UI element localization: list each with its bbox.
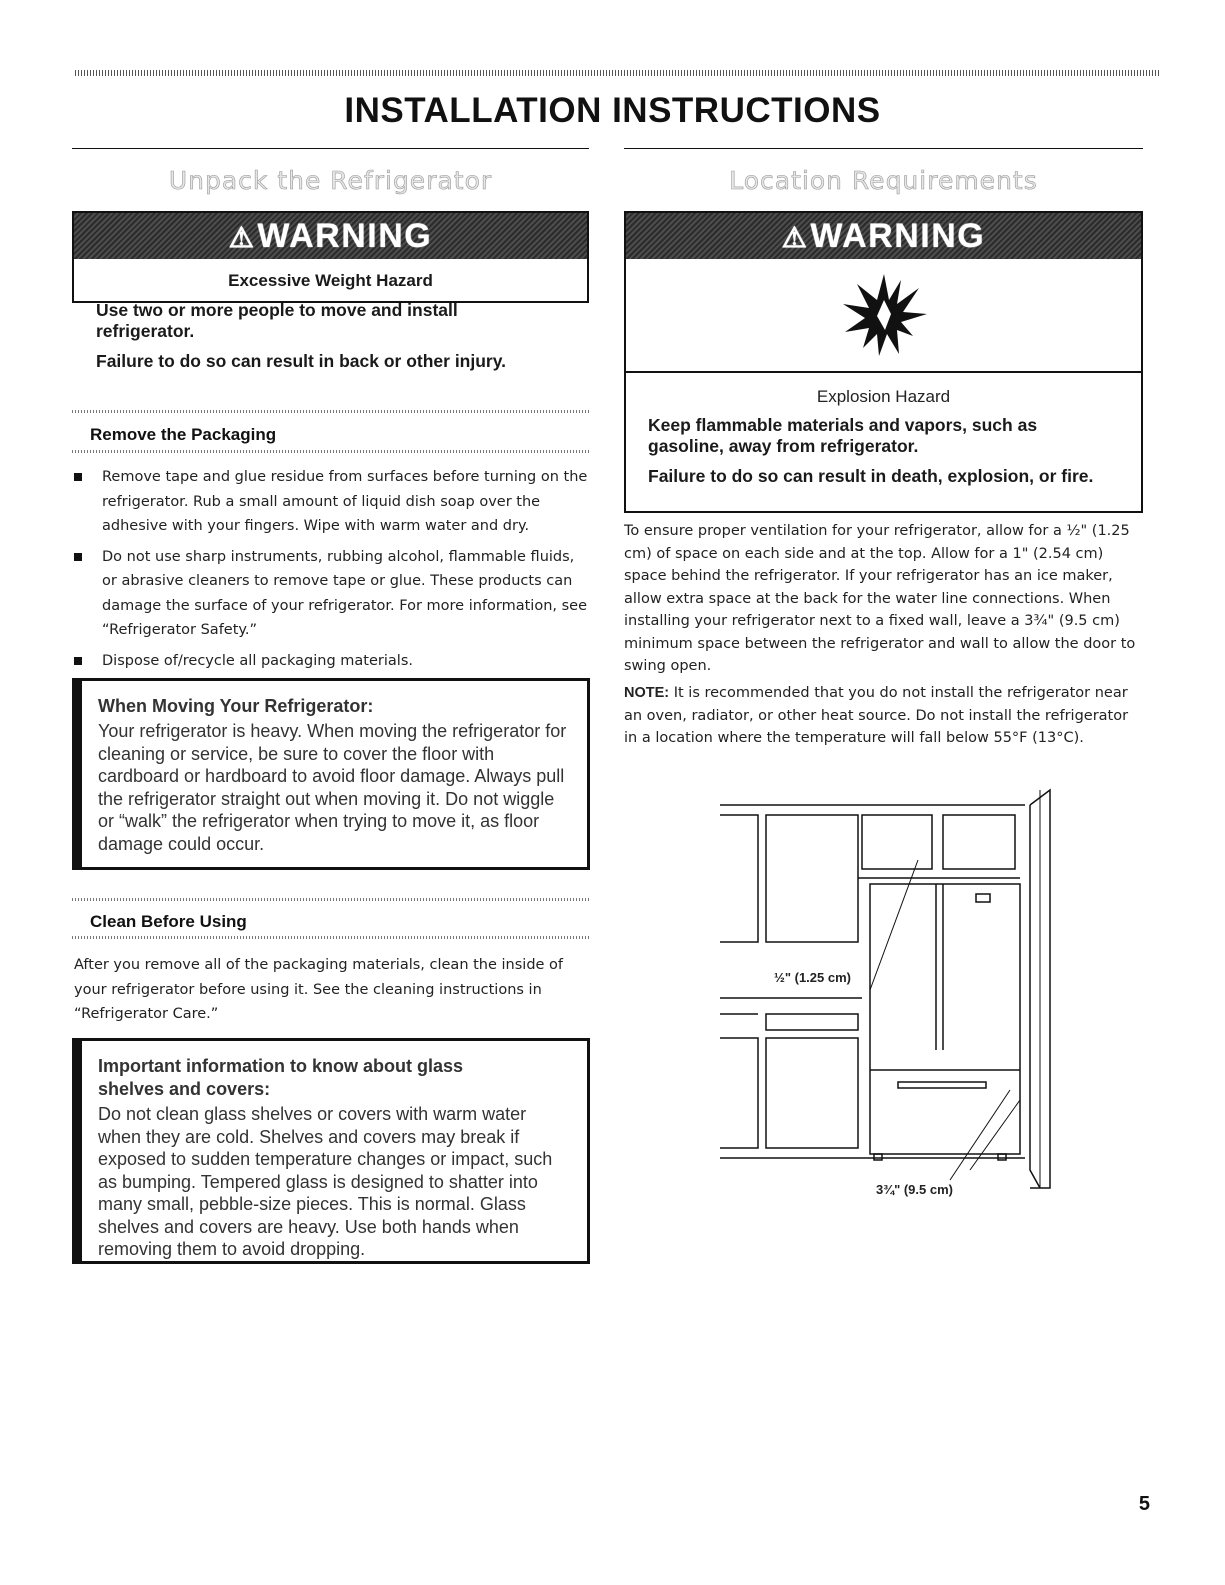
clean-before-using-heading: Clean Before Using: [90, 912, 247, 931]
weight-warning-line-1: Use two or more people to move and install refrigerator.: [96, 300, 458, 341]
diagram-label-wall-clearance: 3¾" (9.5 cm): [876, 1182, 953, 1197]
remove-packaging-band-bottom: [72, 450, 589, 453]
note-label: NOTE:: [624, 685, 670, 701]
moving-box-title: When Moving Your Refrigerator:: [98, 696, 374, 716]
warning-triangle-icon: ⚠: [781, 221, 809, 253]
right-section-rule: [624, 148, 1143, 149]
right-section-title: Location Requirements: [729, 166, 1038, 195]
explosion-icon: [839, 270, 929, 360]
diagram-label-side-clearance: ½" (1.25 cm): [774, 970, 851, 985]
weight-warning-line-2: Failure to do so can result in back or other injury.: [96, 351, 507, 371]
bullet-icon: [74, 553, 82, 561]
remove-packaging-band-top: [72, 410, 589, 413]
warning-header: [74, 213, 587, 259]
remove-packaging-heading: Remove the Packaging: [90, 425, 277, 444]
weight-hazard-name: Excessive Weight Hazard: [228, 271, 433, 290]
clean-band-bottom: [72, 936, 589, 939]
moving-info-box: [72, 678, 590, 870]
bullet-icon: [74, 473, 82, 481]
left-section-title: Unpack the Refrigerator: [168, 166, 493, 195]
warning-header: [626, 213, 1141, 259]
page-number: 5: [1138, 1493, 1150, 1515]
page-title: INSTALLATION INSTRUCTIONS: [344, 91, 881, 130]
list-item: Do not use sharp instruments, rubbing alcohol, flammable fluids, or abrasive cleaners to remove tape or glue. These products can damage the surface of your refrigerator. For more information, see “Refrigerator Safety.”: [74, 545, 589, 643]
explosion-warning-box: [624, 211, 1143, 513]
clean-band-top: [72, 898, 589, 901]
list-item: Remove tape and glue residue from surfaces before turning on the refrigerator. Rub a small amount of liquid dish soap over the adhesive with your fingers. Wipe with warm water and dry.: [74, 465, 589, 539]
remove-packaging-list: [74, 465, 589, 679]
moving-box-text: Your refrigerator is heavy. When moving the refrigerator for cleaning or service, be sure to cover the floor with cardboard or hardboard to avoid floor damage. Always pull the refrigerator straight out when moving it. Do not wiggle or “walk” the refrigerator when trying to move it, as floor damage could occur.: [98, 721, 567, 854]
left-section-rule: [72, 148, 589, 149]
explosion-icon-area: [626, 259, 1141, 373]
glass-info-box: [72, 1038, 590, 1264]
warning-triangle-icon: ⚠: [228, 221, 256, 253]
top-decorative-band: [75, 70, 1160, 76]
warning-header-label: WARNING: [257, 216, 433, 255]
note-paragraph: [624, 682, 1140, 750]
explosion-warning-line-2: Failure to do so can result in death, explosion, or fire.: [648, 466, 1094, 486]
clean-before-using-text: After you remove all of the packaging materials, clean the inside of your refrigerator before using it. See the cleaning instructions in “Refrigerator Care.”: [74, 957, 564, 1022]
explosion-hazard-name: Explosion Hazard: [816, 387, 951, 406]
ventilation-text: To ensure proper ventilation for your refrigerator, allow for a ½" (1.25 cm) of space on each side and at the top. Allow for a 1" (2.54 cm) space behind the refrigerator. If your refrigerator has an ice maker, allow extra space at the back for the water line connections. When installing your refrigerator next to a fixed wall, leave a 3¾" (9.5 cm) minimum space between the refrigerator and wall to allow the door to swing open.: [624, 523, 1136, 674]
explosion-warning-line-1: Keep flammable materials and vapors, such as gasoline, away from refrigerator.: [648, 415, 1038, 456]
weight-warning-box: [72, 211, 589, 371]
list-item: Dispose of/recycle all packaging materials.: [74, 649, 589, 674]
refrigerator-clearance-diagram: [710, 780, 1070, 1200]
note-text: It is recommended that you do not install the refrigerator near an oven, radiator, or other heat source. Do not install the refrigerator in a location where the temperature will fall below 55°F (13°C).: [624, 685, 1129, 746]
glass-box-title: Important information to know about glass shelves and covers:: [98, 1056, 464, 1099]
glass-box-text: Do not clean glass shelves or covers with warm water when they are cold. Shelves and covers may break if exposed to sudden temperature changes or impact, such as bumping. Tempered glass is designed to shatter into many small, pebble-size pieces. This is normal. Glass shelves and covers are heavy. Use both hands when removing them to avoid dropping.: [98, 1104, 553, 1259]
warning-header-label: WARNING: [810, 216, 986, 255]
bullet-icon: [74, 657, 82, 665]
